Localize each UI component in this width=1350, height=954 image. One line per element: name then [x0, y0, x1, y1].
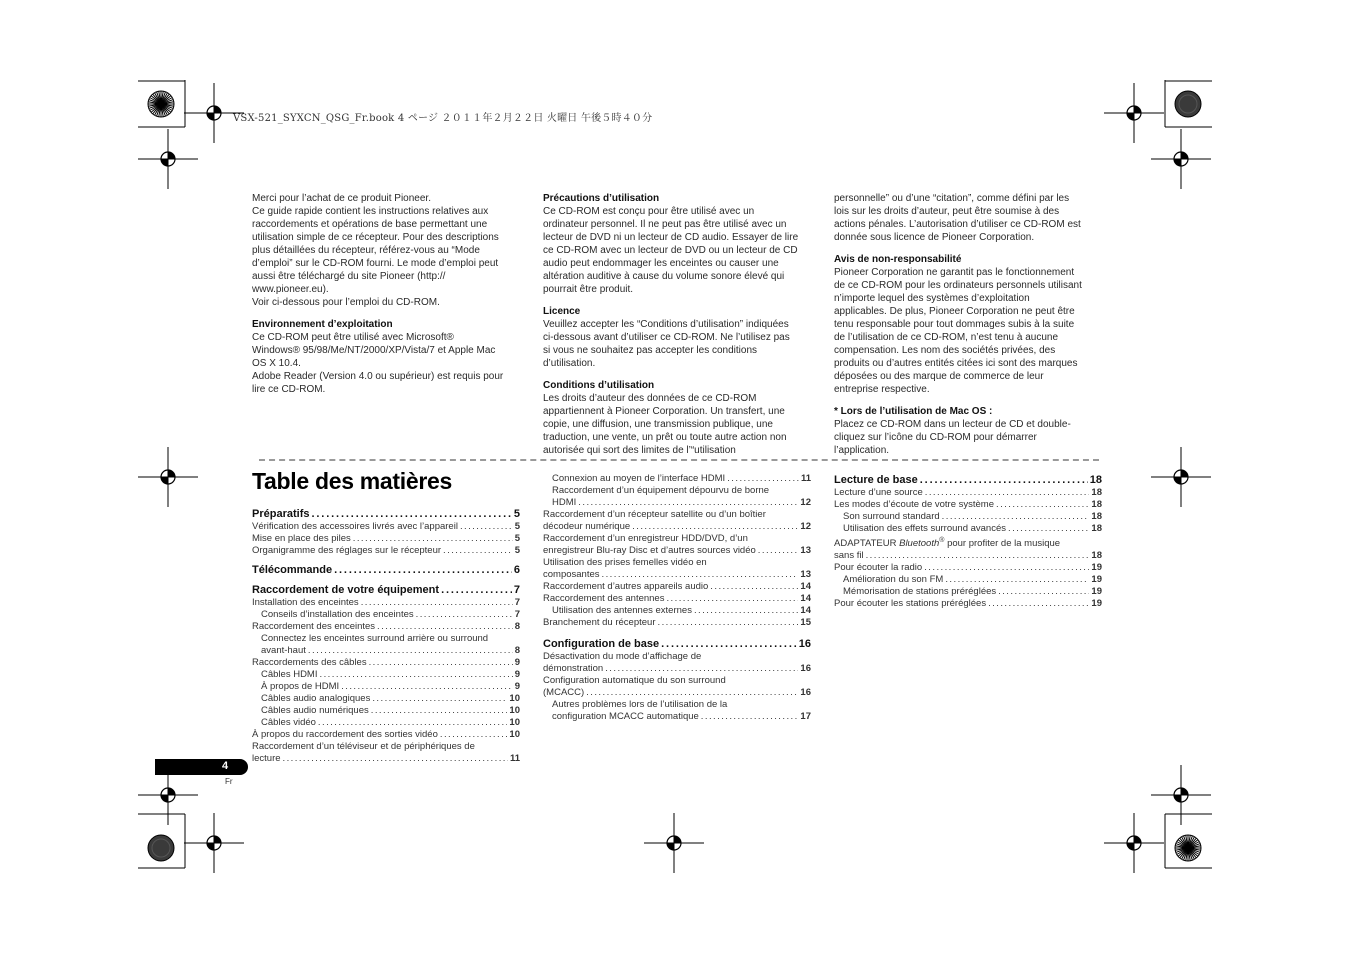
toc-section[interactable]	[543, 637, 811, 651]
toc-title: Table des matières	[252, 468, 452, 494]
toc-entry[interactable]	[834, 511, 1102, 523]
toc-entry-label: Raccordement des enceintes	[252, 621, 376, 632]
toc-entry-label: Télécommande	[252, 564, 333, 576]
toc-entry-page: 10	[509, 693, 520, 704]
dashed-separator	[259, 459, 1099, 461]
toc-entry[interactable]	[252, 717, 520, 729]
toc-entry-page: 11	[509, 753, 520, 764]
toc-entry-page: 18	[1089, 474, 1102, 486]
toc-column-2	[543, 473, 811, 723]
toc-entry-label: Raccordement d’un équipement dépourvu de borne	[552, 485, 770, 496]
mac-text: Placez ce CD-ROM dans un lecteur de CD et double- cliquez sur l’icône du CD-ROM pour démarrer l’application.	[834, 419, 1071, 456]
toc-entry-label: Conseils d’installation des enceintes	[261, 609, 414, 620]
dot-leader	[311, 507, 511, 521]
dot-leader	[443, 545, 513, 557]
toc-entry-page: 18	[1091, 487, 1102, 498]
toc-entry-label-cont: enregistreur Blu-ray Disc et d’autres sources vidéo	[543, 545, 756, 556]
toc-entry-label: Raccordement d’autres appareils audio	[543, 581, 709, 592]
page-number: 4	[222, 760, 229, 772]
toc-entry-label: Raccordement des antennes	[543, 593, 665, 604]
toc-entry[interactable]	[252, 597, 520, 609]
registered-mark: ®	[939, 537, 945, 544]
toc-entry-page: 18	[1091, 550, 1102, 562]
toc-entry-label: Préparatifs	[252, 508, 310, 520]
toc-entry-page: 8	[514, 645, 520, 656]
dot-leader	[361, 597, 513, 609]
toc-entry-label: Raccordements des câbles	[252, 657, 367, 668]
env-heading: Environnement d’exploitation	[252, 319, 393, 330]
toc-entry-label-cont: démonstration	[543, 663, 604, 674]
toc-entry-label-cont: lecture	[252, 753, 281, 764]
toc-entry-page: 5	[514, 545, 520, 556]
toc-entry[interactable]	[834, 499, 1102, 511]
toc-entry-label: Connectez les enceintes surround arrière ou surround	[261, 633, 489, 644]
toc-entry-page: 15	[800, 617, 811, 628]
mac-heading: * Lors de l’utilisation de Mac OS :	[834, 406, 993, 417]
toc-entry-label: Lecture d’une source	[834, 487, 923, 498]
toc-entry-page: 10	[509, 729, 520, 740]
toc-entry-page: 19	[1091, 586, 1102, 598]
toc-entry-page: 14	[800, 605, 811, 616]
toc-entry[interactable]	[252, 657, 520, 669]
toc-entry-page: 17	[800, 711, 811, 722]
print-header-line: VSX-521_SYXCN_QSG_Fr.book 4 ページ ２０１１年２月２２日 火曜日 午後５時４０分	[233, 113, 653, 124]
toc-entry-page: 13	[800, 569, 811, 580]
dot-leader	[308, 645, 513, 657]
toc-entry-label: Câbles HDMI	[261, 669, 318, 680]
toc-section[interactable]	[252, 583, 520, 597]
toc-section[interactable]	[834, 473, 1102, 487]
toc-entry-label: Utilisation des effets surround avancés	[843, 523, 1006, 534]
toc-entry-label: Utilisation des antennes externes	[552, 605, 692, 616]
toc-entry-page: 19	[1091, 574, 1102, 586]
toc-entry-page: 11	[800, 473, 811, 484]
toc-entry-label: Pour écouter la radio	[834, 562, 923, 574]
toc-entry[interactable]	[543, 605, 811, 617]
toc-entry[interactable]	[543, 675, 811, 699]
conditions-heading: Conditions d’utilisation	[543, 380, 655, 391]
toc-entry[interactable]	[834, 562, 1102, 574]
dot-leader	[1008, 523, 1089, 535]
toc-entry-label: Mise en place des piles	[252, 533, 351, 544]
precautions-text: Ce CD-ROM est conçu pour être utilisé avec un ordinateur personnel. Il ne peut pas être utilisé avec un lecteur de DVD ni un lecteur de CD audio. Essayer de lire ce CD-ROM avec un lecteur de DVD ou un lecteur de CD audio peut endommager les enceintes ou causer une altération auditive à cause du volume sonore élevé qui pourrait être produit.	[543, 206, 799, 295]
dot-leader	[460, 521, 513, 533]
dot-leader	[924, 562, 1089, 574]
toc-entry[interactable]	[543, 699, 811, 723]
toc-entry[interactable]	[834, 523, 1102, 535]
intro-lead-text: Merci pour l’achat de ce produit Pioneer. Ce guide rapide contient les instructions relatives aux raccordements et opérations de base permettant une utilisation simple de ce récepteur. Pour des descriptions plus détaillées du récepteur, référez-vous au “Mode d’emploi” sur le CD-ROM fourni. Le mode d’emploi peut aussi être téléchargé du site Pioneer (http:// www.pioneer.eu). Voir ci-dessous pour l’emploi du CD-ROM.	[252, 193, 499, 308]
toc-entry-label-cont: avant-haut	[261, 645, 306, 656]
toc-entry[interactable]	[252, 705, 520, 717]
dot-leader	[578, 497, 798, 509]
toc-entry-label: Configuration de base	[543, 638, 660, 650]
toc-entry[interactable]	[834, 586, 1102, 598]
toc-entry[interactable]	[252, 621, 520, 633]
page-number-tab	[155, 759, 248, 775]
toc-entry-label: Raccordement d’un enregistreur HDD/DVD, d’un	[543, 533, 748, 544]
toc-entry-page: 14	[800, 593, 811, 604]
dot-leader	[441, 583, 512, 597]
toc-entry[interactable]	[543, 485, 811, 509]
toc-entry[interactable]	[834, 598, 1102, 610]
env-text: Ce CD-ROM peut être utilisé avec Microsoft® Windows® 95/98/Me/NT/2000/XP/Vista/7 et Apple Mac OS X 10.4. Adobe Reader (Version 4.0 ou supérieur) est requis pour lire ce CD-ROM.	[252, 332, 504, 395]
dot-leader	[657, 617, 798, 629]
toc-column-1	[252, 507, 520, 765]
toc-entry-label: Raccordement de votre équipement	[252, 584, 440, 596]
toc-entry-label: Configuration automatique du son surround	[543, 675, 726, 686]
dot-leader	[283, 753, 508, 765]
licence-heading: Licence	[543, 306, 581, 317]
toc-entry-label: Câbles audio analogiques	[261, 693, 371, 704]
dot-leader	[377, 621, 513, 633]
dot-leader	[666, 593, 798, 605]
licence-text: Veuillez accepter les “Conditions d’utilisation” indiquées ci-dessous avant d’utiliser ce CD-ROM. Ne l’utilisez pas si vous ne souhaitez pas accepter les conditions d’utilisation.	[543, 319, 790, 369]
dot-leader	[632, 521, 798, 533]
toc-entry-label: Mémorisation de stations préréglées	[843, 586, 997, 598]
dot-leader	[694, 605, 798, 617]
toc-entry-page: 10	[509, 717, 520, 728]
intro-column-2	[543, 192, 818, 457]
toc-entry-label: Les modes d’écoute de votre système	[834, 499, 995, 510]
dot-leader	[605, 663, 798, 675]
toc-entry-label: Désactivation du mode d’affichage de	[543, 651, 702, 662]
dot-leader	[320, 669, 513, 681]
toc-entry-label: Connexion au moyen de l’interface HDMI	[552, 473, 726, 484]
toc-entry-label: Autres problèmes lors de l’utilisation de la	[552, 699, 728, 710]
toc-entry-page: 9	[514, 669, 520, 680]
toc-section[interactable]	[252, 563, 520, 577]
language-code: Fr	[225, 777, 233, 786]
toc-entry-label-cont: HDMI	[552, 497, 577, 508]
toc-entry[interactable]	[834, 487, 1102, 499]
dot-leader	[945, 574, 1089, 586]
conditions-continued-text: personnelle” ou d’une “citation”, comme défini par les lois sur les droits d’auteur, peut être soumise à des actions pénales. L’autorisation d’utiliser ce CD-ROM est donnée sous licence de Pioneer Corporation.	[834, 193, 1081, 243]
toc-entry[interactable]	[543, 593, 811, 605]
toc-entry[interactable]	[252, 545, 520, 557]
toc-entry-label-cont: configuration MCACC automatique	[552, 711, 699, 722]
toc-entry-label: À propos de HDMI	[261, 681, 340, 692]
toc-entry-page: 14	[800, 581, 811, 592]
toc-entry[interactable]	[252, 741, 520, 765]
toc-entry-label: À propos du raccordement des sorties vidéo	[252, 729, 438, 740]
toc-column-3	[834, 473, 1102, 610]
toc-entry-label: Câbles audio numériques	[261, 705, 369, 716]
toc-entry-page: 12	[800, 521, 811, 532]
dot-leader	[996, 499, 1089, 511]
toc-entry[interactable]	[252, 521, 520, 533]
toc-entry-page: 12	[800, 497, 811, 508]
dot-leader	[727, 473, 799, 485]
toc-entry-label: Pour écouter les stations préréglées	[834, 598, 987, 610]
toc-entry-page: 16	[800, 663, 811, 674]
toc-entry-label-cont: composantes	[543, 569, 600, 580]
dot-leader	[710, 581, 798, 593]
toc-entry[interactable]	[543, 533, 811, 557]
toc-entry-page: 16	[800, 687, 811, 698]
toc-entry-page: 18	[1091, 499, 1102, 510]
toc-entry-page: 8	[514, 621, 520, 632]
toc-entry-page: 16	[798, 638, 811, 650]
dot-leader	[920, 473, 1088, 487]
toc-entry[interactable]	[252, 533, 520, 545]
dot-leader	[758, 545, 799, 557]
toc-entry[interactable]	[834, 574, 1102, 586]
toc-entry-page: 5	[513, 508, 520, 520]
toc-entry-label-cont: décodeur numérique	[543, 521, 631, 532]
toc-entry[interactable]	[543, 581, 811, 593]
toc-entry-label: Raccordement d’un récepteur satellite ou d’un boîtier	[543, 509, 766, 520]
toc-entry-label-cont: sans fil	[834, 550, 864, 562]
toc-entry-page: 13	[800, 545, 811, 556]
toc-entry-page: 18	[1091, 511, 1102, 522]
dot-leader	[988, 598, 1089, 610]
toc-entry-page: 5	[514, 521, 520, 532]
toc-entry-page: 7	[514, 597, 520, 608]
toc-entry-page: 19	[1091, 562, 1102, 574]
toc-entry-label: Son surround standard	[843, 511, 940, 522]
intro-column-3	[834, 192, 1109, 457]
toc-entry-label: Organigramme des réglages sur le récepteur	[252, 545, 442, 556]
toc-entry-label: Raccordement d’un téléviseur et de périphériques de	[252, 741, 475, 752]
dot-leader	[925, 487, 1090, 499]
dot-leader	[353, 533, 513, 545]
toc-entry-label: Vérification des accessoires livrés avec l’appareil	[252, 521, 458, 532]
dot-leader	[440, 729, 508, 741]
disclaimer-text: Pioneer Corporation ne garantit pas le fonctionnement de ce CD-ROM pour les ordinateurs personnels utilisant n’importe lequel des systèmes d’exploitation applicables. De plus, Pioneer Corporation ne peut être tenu responsable pour tout dommages subis à la suite de l’utilisation de ce CD-ROM, n’est tenu à aucune compensation. Les nom des sociétés privées, des produits ou d’autres entités citées ici sont des marques déposées ou des marque de commerce de leur entreprise respective.	[834, 267, 1082, 395]
intro-column-1	[252, 192, 527, 396]
toc-section[interactable]	[252, 507, 520, 521]
toc-entry-page: 10	[509, 705, 520, 716]
toc-entry-label: Amélioration du son FM	[843, 574, 944, 586]
dot-leader	[318, 717, 508, 729]
conditions-text: Les droits d’auteur des données de ce CD-ROM appartiennent à Pioneer Corporation. Un transfert, une copie, une diffusion, une transmission publique, une traduction, une vente, un prêt ou toute autre action non autorisée qui sort des limites de l’“utilisation	[543, 393, 787, 456]
toc-entry[interactable]	[543, 557, 811, 581]
dot-leader	[372, 693, 507, 705]
toc-entry-label-rest: pour profiter de la musique	[944, 538, 1061, 550]
toc-entry[interactable]	[252, 693, 520, 705]
toc-entry-label: Utilisation des prises femelles vidéo en	[543, 557, 707, 568]
dot-leader	[586, 687, 798, 699]
dot-leader	[416, 609, 513, 621]
toc-entry-label: Branchement du récepteur	[543, 617, 656, 628]
toc-entry[interactable]	[543, 617, 811, 629]
toc-entry[interactable]	[543, 509, 811, 533]
toc-entry[interactable]	[252, 729, 520, 741]
toc-entry[interactable]	[252, 681, 520, 693]
dot-leader	[602, 569, 799, 581]
toc-entry-page: 19	[1091, 598, 1102, 610]
toc-entry-page: 7	[513, 584, 520, 596]
dot-leader	[998, 586, 1089, 598]
toc-entry-label: Lecture de base	[834, 474, 918, 486]
disclaimer-heading: Avis de non-responsabilité	[834, 254, 962, 265]
toc-entry-label: Installation des enceintes	[252, 597, 359, 608]
toc-entry-page: 6	[513, 564, 520, 576]
toc-entry-label: ADAPTATEUR	[834, 538, 900, 550]
toc-entry-page: 5	[514, 533, 520, 544]
toc-entry-page: 9	[514, 657, 520, 668]
toc-entry-label: Câbles vidéo	[261, 717, 316, 728]
toc-entry-label-italic: Bluetooth	[899, 538, 940, 550]
toc-entry[interactable]	[252, 609, 520, 621]
toc-entry-page: 9	[514, 681, 520, 692]
dot-leader	[661, 637, 797, 651]
toc-entry[interactable]	[252, 633, 520, 657]
toc-entry-page: 7	[514, 609, 520, 620]
dot-leader	[371, 705, 508, 717]
toc-entry-page: 18	[1091, 523, 1102, 534]
dot-leader	[341, 681, 513, 693]
toc-entry[interactable]	[543, 473, 811, 485]
dot-leader	[866, 550, 1090, 562]
dot-leader	[942, 511, 1090, 523]
precautions-heading: Précautions d’utilisation	[543, 193, 660, 204]
toc-entry[interactable]	[252, 669, 520, 681]
dot-leader	[701, 711, 799, 723]
toc-entry-label-cont: (MCACC)	[543, 687, 585, 698]
dot-leader	[369, 657, 513, 669]
toc-entry[interactable]	[834, 535, 1102, 562]
toc-entry[interactable]	[543, 651, 811, 675]
dot-leader	[334, 563, 512, 577]
